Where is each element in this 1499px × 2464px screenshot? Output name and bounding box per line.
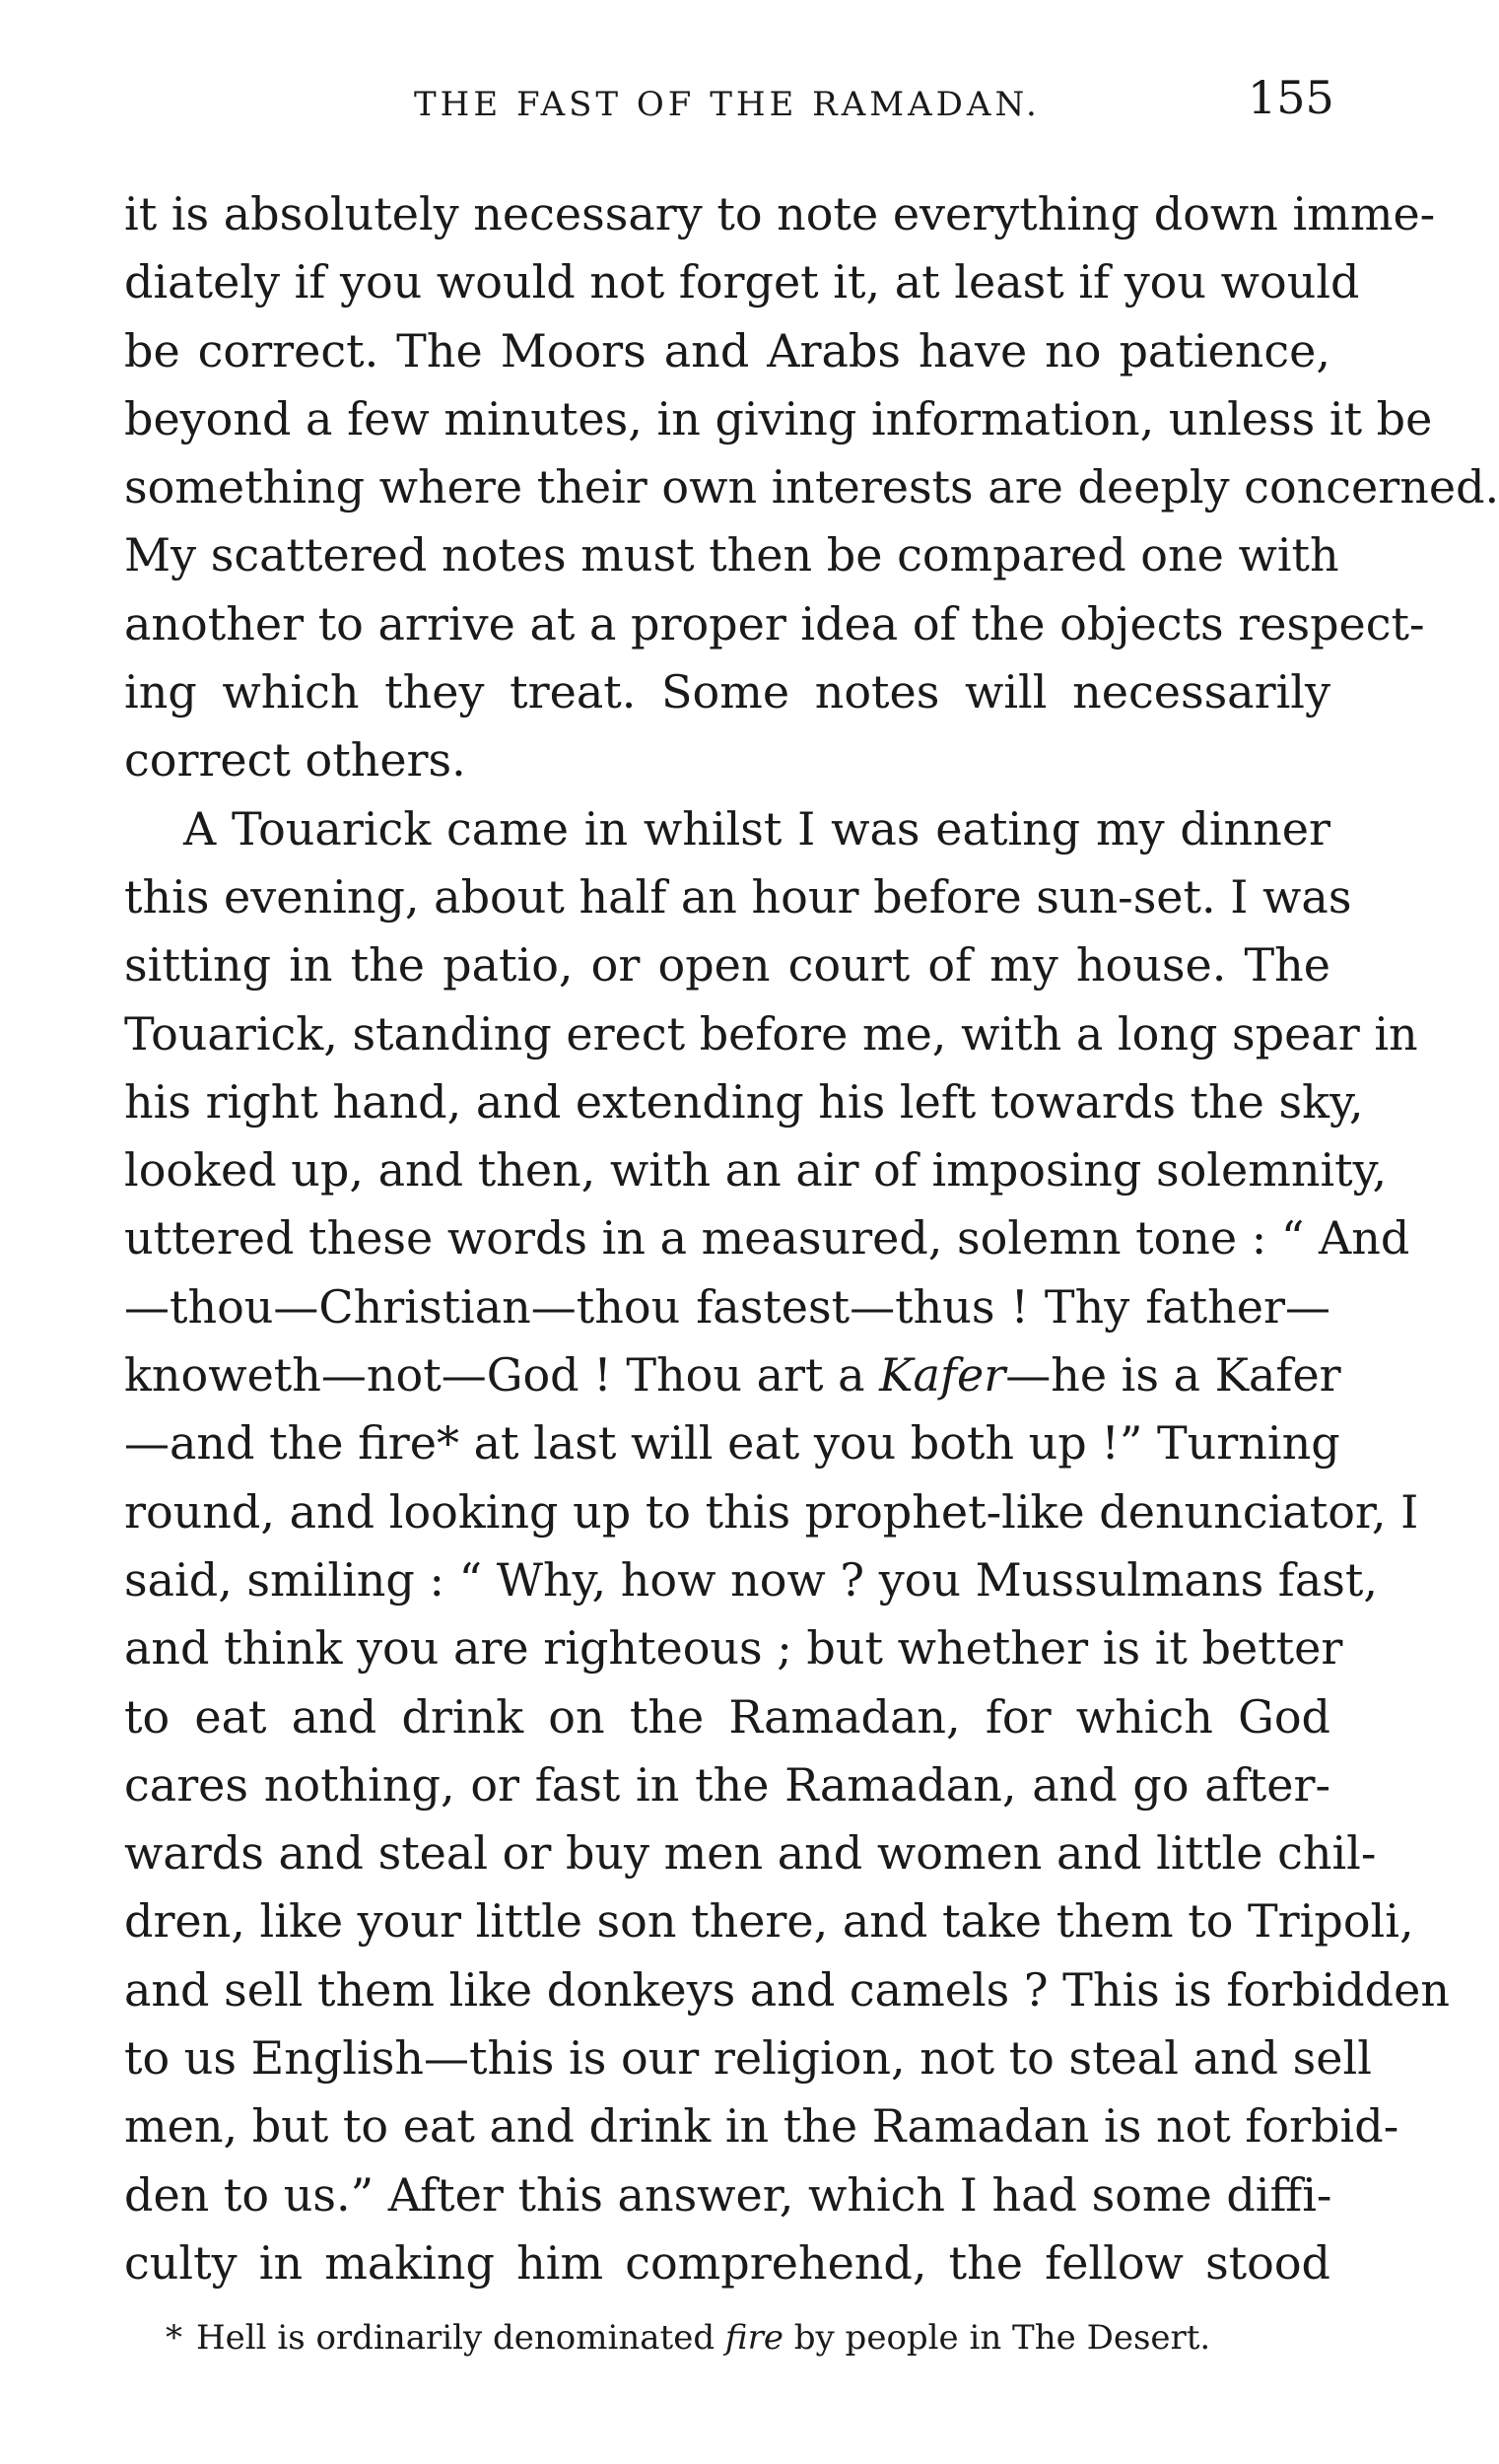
- text-line: be correct. The Moors and Arabs have no patience,: [124, 323, 1330, 377]
- text-line: A Touarick came in whilst I was eating my dinner: [183, 801, 1330, 856]
- text-line-with-italic: [124, 1341, 1341, 1409]
- text-line: culty in making him comprehend, the fellow stood: [124, 2235, 1330, 2290]
- text-line: den to us.” After this answer, which I had some diffi-: [124, 2167, 1332, 2222]
- footnote-mark: *: [166, 2318, 182, 2358]
- text-line: uttered these words in a measured, solemn tone : “ And: [124, 1211, 1410, 1266]
- text-line: beyond a few minutes, in giving information, unless it be: [124, 391, 1433, 445]
- italic-word-kafer: Kafer: [879, 1348, 1006, 1403]
- text-line: dren, like your little son there, and take them to Tripoli,: [124, 1894, 1414, 1949]
- page-number: 155: [1248, 71, 1334, 124]
- running-title: THE FAST OF THE RAMADAN.: [414, 85, 1041, 124]
- text-line: said, smiling : “ Why, how now ? you Mussulmans fast,: [124, 1552, 1378, 1607]
- text-line: correct others.: [124, 733, 466, 787]
- text-line: —thou—Christian—thou fastest—thus ! Thy father—: [124, 1279, 1330, 1334]
- text-line: something where their own interests are deeply concerned.: [124, 460, 1499, 514]
- footnote: [166, 2318, 1338, 2358]
- text-line: and think you are righteous ; but whether is it better: [124, 1621, 1343, 1676]
- text-line: it is absolutely necessary to note everything down imme-: [124, 187, 1436, 240]
- text-line: ing which they treat. Some notes will necessarily: [124, 665, 1330, 719]
- text-line: and sell them like donkeys and camels ? This is forbidden: [124, 1962, 1450, 2017]
- text-line: this evening, about half an hour before sun-set. I was: [124, 869, 1352, 924]
- text-line: diately if you would not forget it, at least if you would: [124, 255, 1360, 309]
- text-line: another to arrive at a proper idea of the objects respect-: [124, 596, 1425, 650]
- text-line: wards and steal or buy men and women and little chil-: [124, 1826, 1377, 1881]
- text-line: My scattered notes must then be compared one with: [124, 528, 1339, 582]
- text-line: Touarick, standing erect before me, with a long spear in: [124, 1006, 1418, 1061]
- text-line: men, but to eat and drink in the Ramadan is not forbid-: [124, 2099, 1399, 2154]
- text-segment: knoweth—not—God ! Thou art a: [124, 1348, 880, 1403]
- text-line: his right hand, and extending his left towards the sky,: [124, 1074, 1364, 1129]
- text-line: —and the fire* at last will eat you both up !” Turning: [124, 1416, 1340, 1471]
- text-line: sitting in the patio, or open court of my house. The: [124, 938, 1330, 992]
- text-line: looked up, and then, with an air of imposing solemnity,: [124, 1143, 1388, 1198]
- footnote-text-end: by people in The Desert.: [783, 2318, 1211, 2358]
- text-segment: —he is a Kafer: [1005, 1348, 1341, 1403]
- body-text: [124, 180, 1499, 2297]
- text-line: to us English—this is our religion, not to steal and sell: [124, 2031, 1372, 2086]
- text-line: cares nothing, or fast in the Ramadan, and go after-: [124, 1757, 1330, 1812]
- running-head: [0, 71, 1429, 130]
- text-line: round, and looking up to this prophet-like denunciator, I: [124, 1484, 1419, 1539]
- footnote-text: Hell is ordinarily denominated: [196, 2318, 725, 2358]
- text-line: to eat and drink on the Ramadan, for which God: [124, 1689, 1330, 1744]
- footnote-italic-word: fire: [724, 2318, 784, 2358]
